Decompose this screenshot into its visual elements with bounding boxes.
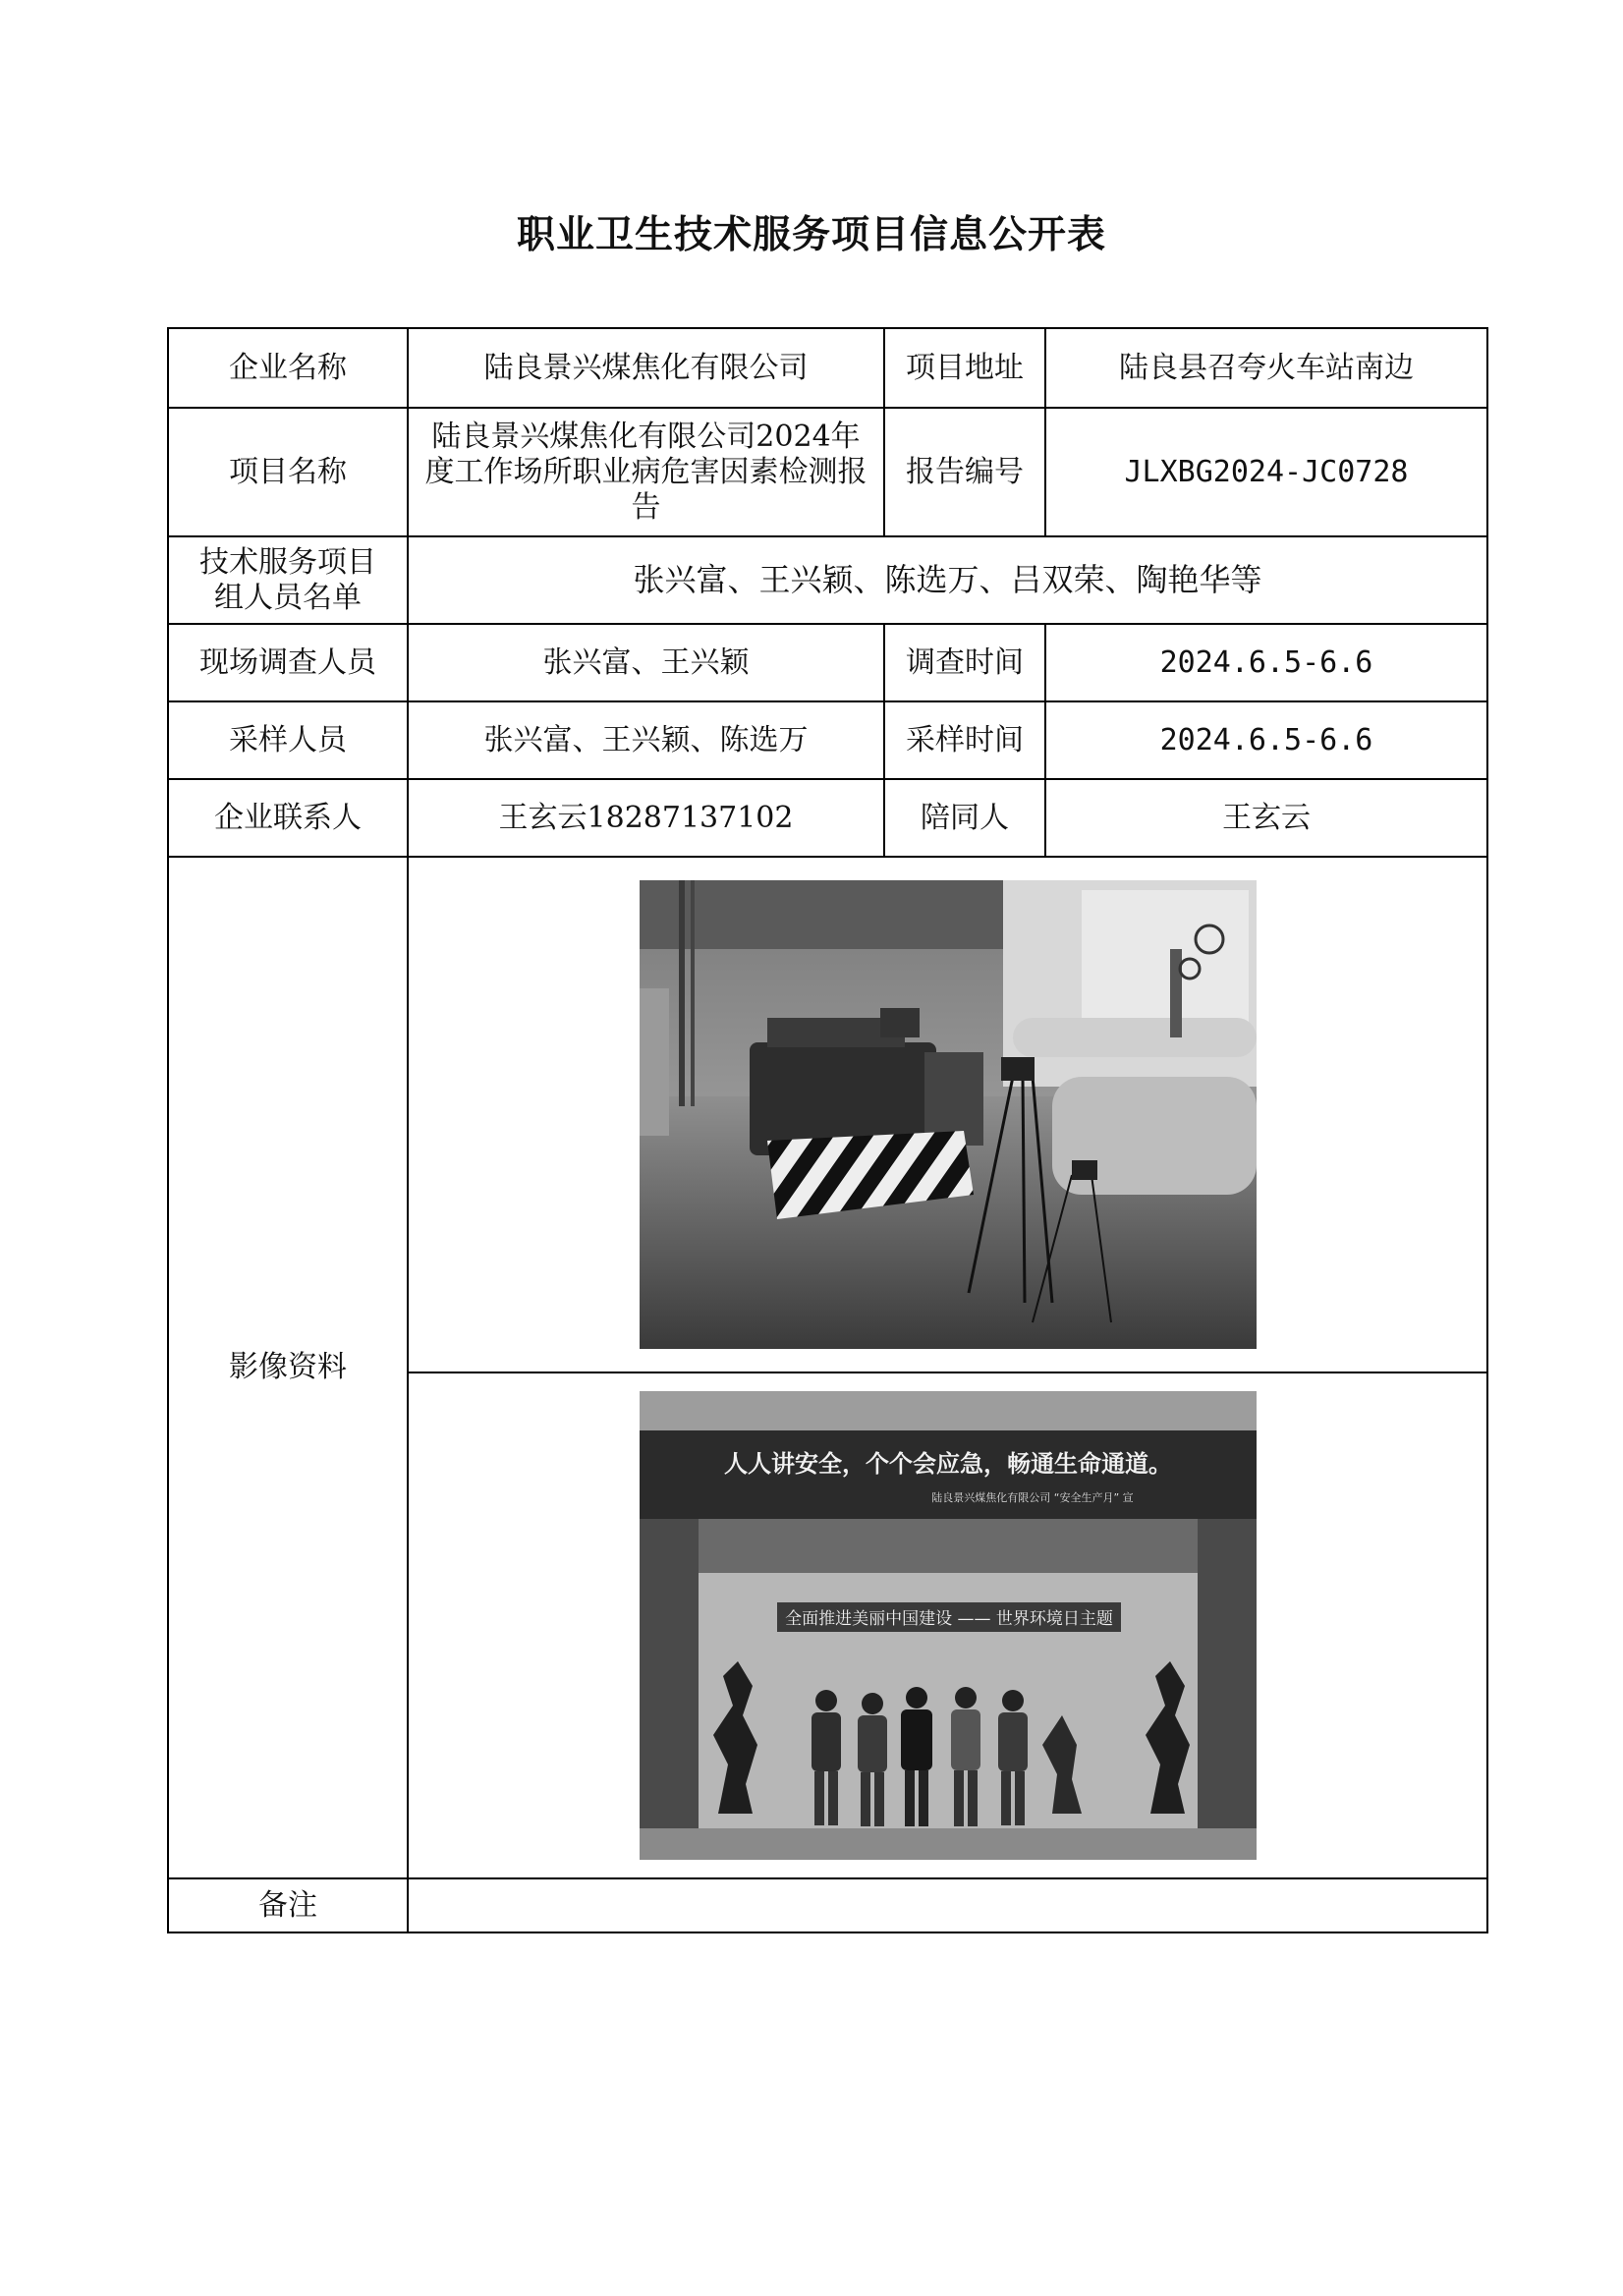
survey-time-value: 2024.6.5-6.6 bbox=[1045, 624, 1487, 701]
address-label: 项目地址 bbox=[884, 328, 1045, 408]
survey-time-label: 调查时间 bbox=[884, 624, 1045, 701]
report-no-value: JLXBG2024-JC0728 bbox=[1045, 408, 1487, 536]
images-label: 影像资料 bbox=[168, 857, 408, 1878]
companion-label: 陪同人 bbox=[884, 779, 1045, 857]
remarks-value bbox=[408, 1878, 1487, 1932]
report-no-label: 报告编号 bbox=[884, 408, 1045, 536]
contact-label: 企业联系人 bbox=[168, 779, 408, 857]
survey-staff-label: 现场调查人员 bbox=[168, 624, 408, 701]
project-label: 项目名称 bbox=[168, 408, 408, 536]
photo-cell-2 bbox=[408, 1372, 1487, 1878]
company-value: 陆良景兴煤焦化有限公司 bbox=[408, 328, 884, 408]
company-label: 企业名称 bbox=[168, 328, 408, 408]
banner-top-subtext: 陆良景兴煤焦化有限公司 “安全生产月” 宣 bbox=[930, 1491, 1134, 1504]
photo-cell-1 bbox=[408, 857, 1487, 1372]
team-value: 张兴富、王兴颖、陈选万、吕双荣、陶艳华等 bbox=[408, 536, 1487, 624]
sampling-time-value: 2024.6.5-6.6 bbox=[1045, 701, 1487, 779]
banner-top-text: 人人讲安全，个个会应急，畅通生命通道。 bbox=[723, 1450, 1172, 1478]
sampling-time-label: 采样时间 bbox=[884, 701, 1045, 779]
remarks-label: 备注 bbox=[168, 1878, 408, 1932]
banner-mid-text: 全面推进美丽中国建设 —— 世界环境日主题 bbox=[784, 1609, 1113, 1629]
survey-staff-value: 张兴富、王兴颖 bbox=[408, 624, 884, 701]
address-value: 陆良县召夸火车站南边 bbox=[1045, 328, 1487, 408]
sampling-staff-value: 张兴富、王兴颖、陈选万 bbox=[408, 701, 884, 779]
companion-value: 王玄云 bbox=[1045, 779, 1487, 857]
contact-value: 王玄云18287137102 bbox=[408, 779, 884, 857]
entrance-group-photo bbox=[640, 1391, 1257, 1860]
info-table bbox=[167, 327, 1488, 1933]
team-label: 技术服务项目组人员名单 bbox=[168, 536, 408, 624]
project-value: 陆良景兴煤焦化有限公司2024年度工作场所职业病危害因素检测报告 bbox=[408, 408, 884, 536]
workshop-photo bbox=[640, 880, 1257, 1349]
sampling-staff-label: 采样人员 bbox=[168, 701, 408, 779]
page-title: 职业卫生技术服务项目信息公开表 bbox=[516, 213, 1106, 257]
